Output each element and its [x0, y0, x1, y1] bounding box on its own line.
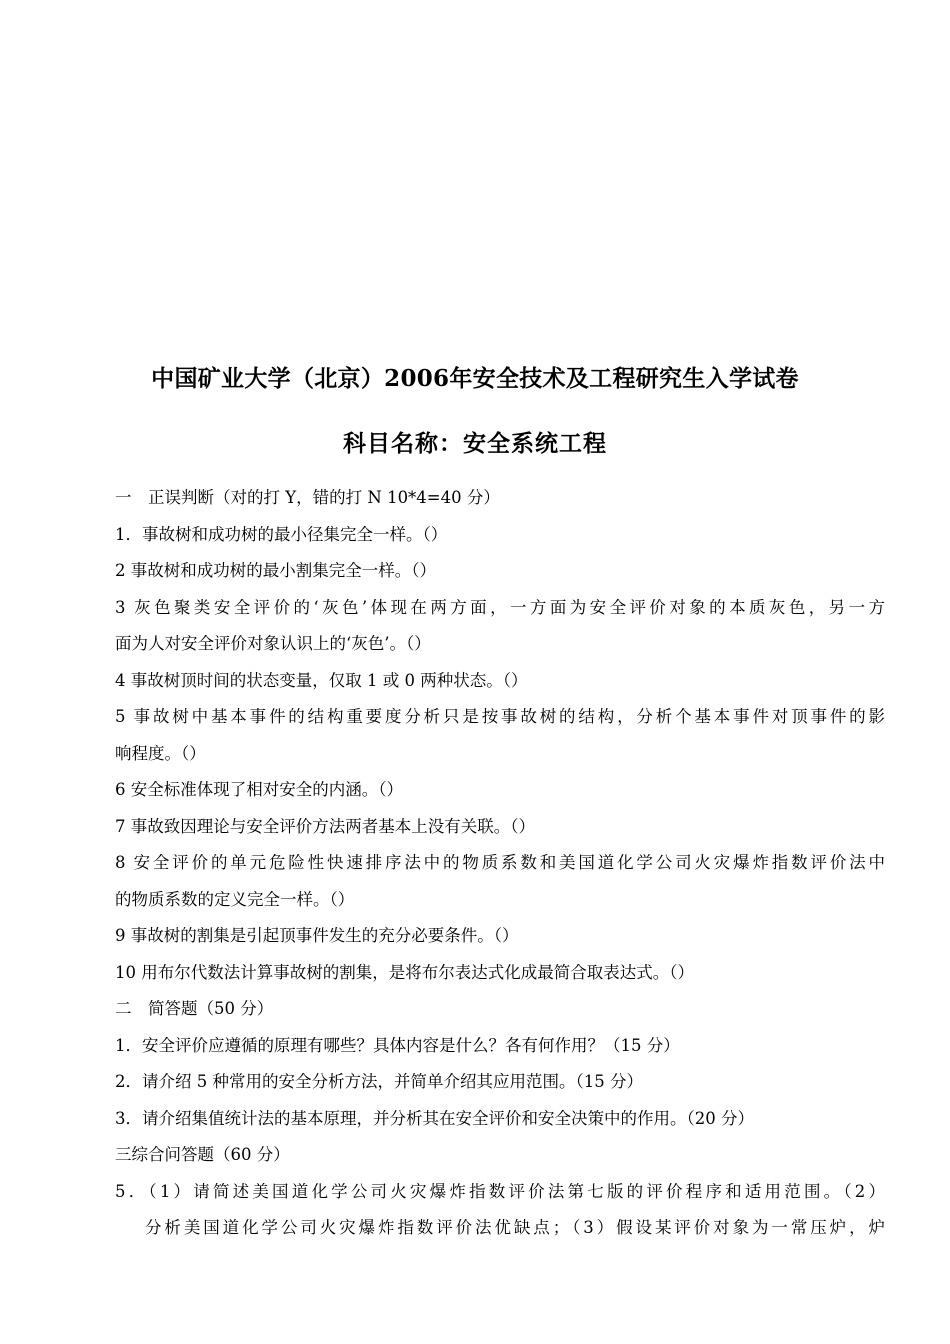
question-line: 6 安全标准体现了相对安全的内涵。（）	[115, 780, 403, 799]
question-line: 2．请介绍 5 种常用的安全分析方法，并简单介绍其应用范围。（15 分）	[115, 1072, 643, 1091]
subject-title: 科目名称：安全系统工程	[343, 430, 607, 457]
question-line: 10 用布尔代数法计算事故树的割集，是将布尔表达式化成最简合取表达式。（）	[115, 962, 694, 982]
section-heading-true-false: 一 正误判断（对的打 Y，错的打 N 10*4=40 分）	[115, 488, 500, 507]
question-line: 3．请介绍集值统计法的基本原理，并分析其在安全评价和安全决策中的作用。（20 分）	[115, 1108, 754, 1128]
question-line: 4 事故树顶时间的状态变量，仅取 1 或 0 两种状态。（）	[115, 670, 528, 690]
question-line: 面为人对安全评价对象认识上的‘灰色’。（）	[115, 634, 431, 653]
exam-body	[115, 480, 885, 1247]
question-line: 9 事故树的割集是引起顶事件发生的充分必要条件。（）	[115, 926, 519, 945]
question-line: 的物质系数的定义完全一样。（）	[115, 889, 355, 909]
question-line: 1．安全评价应遵循的原理有哪些？具体内容是什么？各有何作用？（15 分）	[115, 1035, 680, 1055]
question-line: 5 事故树中基本事件的结构重要度分析只是按事故树的结构，分析个基本事件对顶事件的影	[115, 707, 885, 726]
question-line: 分析美国道化学公司火灾爆炸指数评价法优缺点；（3）假设某评价对象为一常压炉，炉	[145, 1218, 885, 1237]
question-line: 5．（1）请简述美国道化学公司火灾爆炸指数评价法第七版的评价程序和适用范围。（2）	[115, 1181, 885, 1201]
question-line: 8 安全评价的单元危险性快速排序法中的物质系数和美国道化学公司火灾爆炸指数评价法中	[115, 853, 885, 872]
question-line: 1．事故树和成功树的最小径集完全一样。（）	[115, 524, 448, 544]
section-heading-short-answer: 二 简答题（50 分）	[115, 999, 274, 1018]
question-line: 3 灰色聚类安全评价的‘灰色’体现在两方面，一方面为安全评价对象的本质灰色，另一方	[115, 597, 885, 617]
exam-title: 中国矿业大学（北京）2006年安全技术及工程研究生入学试卷	[151, 365, 799, 392]
section-heading-comprehensive: 三综合问答题（60 分）	[115, 1145, 290, 1164]
question-line: 响程度。（）	[115, 743, 206, 763]
question-line: 7 事故致因理论与安全评价方法两者基本上没有关联。（）	[115, 816, 535, 836]
question-line: 2 事故树和成功树的最小割集完全一样。（）	[115, 561, 436, 580]
